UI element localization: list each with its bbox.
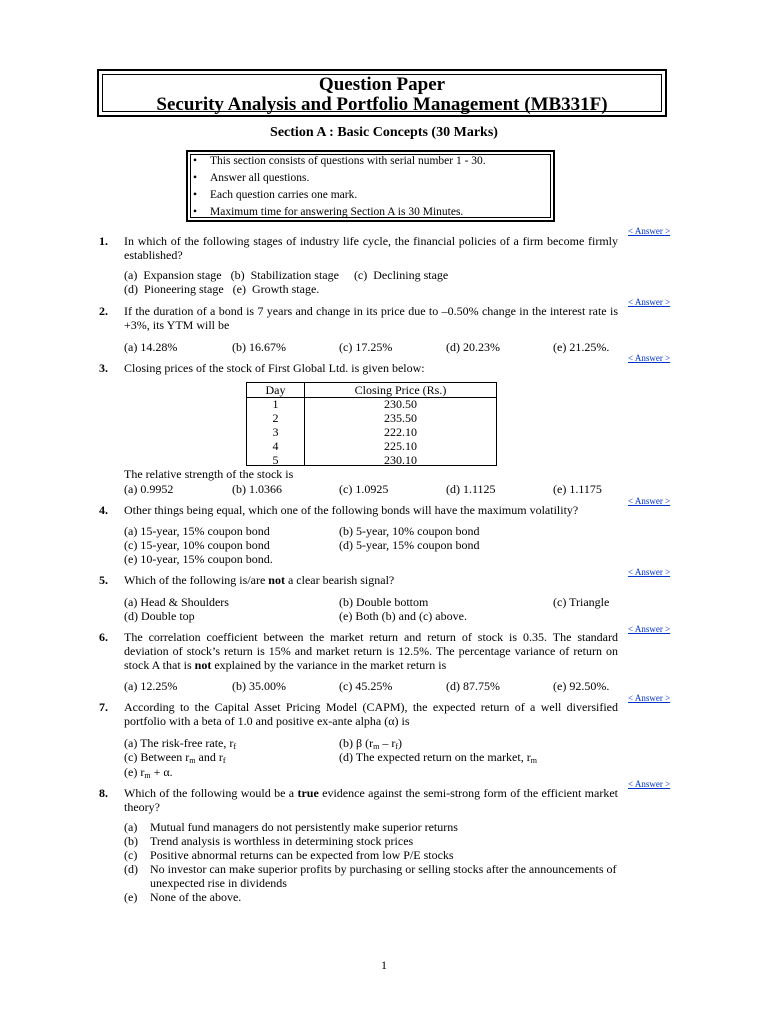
instruction-item: • Maximum time for answering Section A is 30 Minutes.	[193, 206, 464, 218]
q1-options-row2: (d) Pioneering stage (e) Growth stage.	[124, 282, 320, 296]
question-followup-text: The relative strength of the stock is	[124, 467, 294, 481]
table-cell-day: 3	[272, 425, 279, 439]
option: (b) 35.00%	[232, 679, 286, 693]
table-cell-day: 1	[272, 397, 279, 411]
question-number: 4.	[99, 503, 108, 517]
instructions-box	[186, 150, 555, 222]
answer-link-q8[interactable]: < Answer >	[628, 779, 671, 789]
option: (a) Head & Shoulders	[124, 595, 229, 609]
table-cell-day: 2	[272, 411, 279, 425]
option: Mutual fund managers do not persistently make superior returns	[150, 820, 458, 834]
option: Positive abnormal returns can be expected from low P/E stocks	[150, 848, 454, 862]
option: (a) 15-year, 15% coupon bond	[124, 524, 270, 538]
option: (e) 10-year, 15% coupon bond.	[124, 552, 273, 566]
document-title: Question Paper	[318, 74, 446, 95]
option: (a) 14.28%	[124, 340, 178, 354]
option: (d) 20.23%	[446, 340, 500, 354]
option-label: (d)	[124, 862, 138, 876]
option: (b) 5-year, 10% coupon bond	[339, 524, 480, 538]
option: (e) 92.50%.	[553, 679, 610, 693]
option: None of the above.	[150, 890, 242, 904]
answer-link-q6[interactable]: < Answer >	[628, 624, 671, 634]
question-number: 5.	[99, 573, 108, 587]
option-label: (e)	[124, 890, 138, 904]
option: (e) 1.1175	[553, 482, 602, 496]
answer-link-q7[interactable]: < Answer >	[628, 693, 671, 703]
option-label: (c)	[124, 848, 138, 862]
title-box	[97, 69, 667, 117]
answer-link-q3[interactable]: < Answer >	[628, 353, 671, 363]
table-header-day: Day	[265, 383, 286, 397]
table-cell-day: 5	[272, 453, 279, 467]
option: (a) 0.9952	[124, 482, 174, 496]
instruction-item: • This section consists of questions with serial number 1 - 30.	[193, 155, 486, 167]
question-text: Which of the following is/are not a clear bearish signal?	[124, 573, 395, 587]
option: (d) Double top	[124, 609, 195, 623]
option: (c) Between $r_m$ and $r_f$	[124, 750, 226, 765]
instruction-item: • Answer all questions.	[193, 172, 310, 184]
question-number: 8.	[99, 786, 108, 800]
question-text: The correlation coefficient between the market return and return of stock is 0.35. The standard deviation of stock’s return is 15% and market return is 12.5%. The percentage variance of return on stock A that is not explained by the variance in the market return is	[124, 630, 618, 672]
section-title: Section A : Basic Concepts (30 Marks)	[270, 125, 498, 140]
document-subtitle: Security Analysis and Portfolio Management (MB331F)	[156, 94, 608, 115]
table-header-price: Closing Price (Rs.)	[354, 383, 447, 397]
table-cell-price: 230.10	[384, 453, 417, 467]
answer-link-q4[interactable]: < Answer >	[628, 496, 671, 506]
option: (c) 15-year, 10% coupon bond	[124, 538, 270, 552]
option: (b) β $(r_m - r_f)$	[339, 736, 402, 751]
table-cell-price: 222.10	[384, 425, 417, 439]
option: (c) 17.25%	[339, 340, 393, 354]
option: (d) 5-year, 15% coupon bond	[339, 538, 480, 552]
instruction-item: • Each question carries one mark.	[193, 189, 358, 201]
option: (a) The risk-free rate, $r_f$	[124, 736, 237, 751]
question-text: Other things being equal, which one of the following bonds will have the maximum volatility?	[124, 503, 579, 517]
question-number: 7.	[99, 700, 108, 714]
table-cell-day: 4	[272, 439, 279, 453]
question-text: If the duration of a bond is 7 years and change in its price due to –0.50% change in the interest rate is +3%, its YTM will be	[124, 304, 618, 332]
question-text: Which of the following would be a true evidence against the semi-strong form of the efficient market theory?	[124, 786, 618, 814]
question-text: In which of the following stages of industry life cycle, the financial policies of a firm become firmly established?	[124, 234, 618, 262]
option: (c) Triangle	[553, 595, 610, 609]
closing-price-table	[246, 382, 497, 466]
option: (b) 16.67%	[232, 340, 286, 354]
answer-link-q5[interactable]: < Answer >	[628, 567, 671, 577]
option: (e) 21.25%.	[553, 340, 610, 354]
option: (a) 12.25%	[124, 679, 178, 693]
question-number: 3.	[99, 361, 108, 375]
option: (d) 1.1125	[446, 482, 496, 496]
answer-link-q1[interactable]: < Answer >	[628, 226, 671, 236]
option: (d) 87.75%	[446, 679, 500, 693]
option-label: (a)	[124, 820, 138, 834]
q1-options-row1: (a) Expansion stage (b) Stabilization stage (c) Declining stage	[124, 268, 449, 282]
table-cell-price: 230.50	[384, 397, 417, 411]
table-cell-price: 235.50	[384, 411, 417, 425]
option: Trend analysis is worthless in determining stock prices	[150, 834, 414, 848]
option: (b) 1.0366	[232, 482, 282, 496]
option-label: (b)	[124, 834, 138, 848]
option: (d) The expected return on the market, $r_m$	[339, 750, 537, 765]
question-number: 1.	[99, 234, 108, 248]
option: (c) 45.25%	[339, 679, 393, 693]
option: (e) $r_m + \alpha$.	[124, 765, 173, 780]
question-text: Closing prices of the stock of First Global Ltd. is given below:	[124, 361, 425, 375]
table-cell-price: 225.10	[384, 439, 417, 453]
option: (e) Both (b) and (c) above.	[339, 609, 467, 623]
option: (c) 1.0925	[339, 482, 389, 496]
option: No investor can make superior profits by purchasing or selling stocks after the announcements of unexpected rise in dividends	[150, 862, 617, 890]
question-number: 2.	[99, 304, 108, 318]
option: (b) Double bottom	[339, 595, 429, 609]
question-text: According to the Capital Asset Pricing Model (CAPM), the expected return of a well diversified portfolio with a beta of 1.0 and positive ex-ante alpha (α) is	[124, 700, 618, 728]
page-number: 1	[381, 958, 387, 972]
answer-link-q2[interactable]: < Answer >	[628, 297, 671, 307]
question-number: 6.	[99, 630, 108, 644]
